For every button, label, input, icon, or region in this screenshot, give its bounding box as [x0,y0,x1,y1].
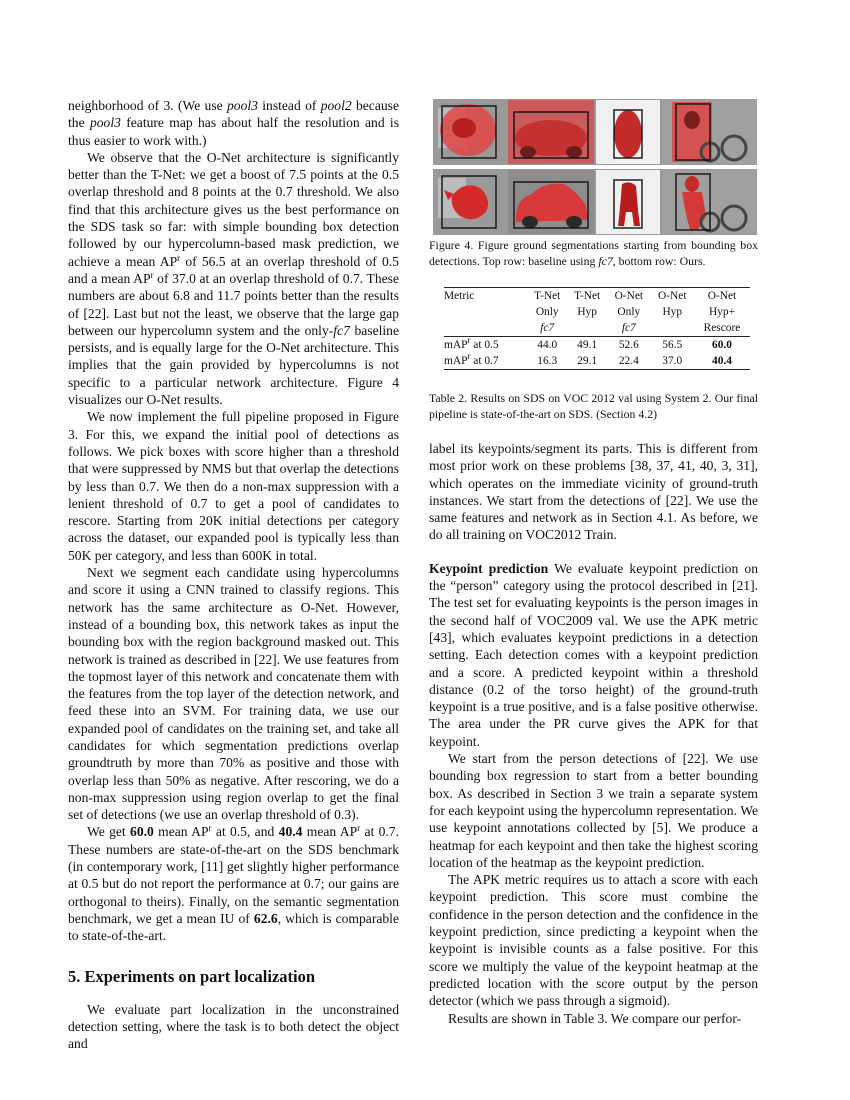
figure-4 [433,99,755,235]
table-header-cell: fc7 [540,322,555,334]
table-header-cell: Hyp+ [708,306,735,318]
table-header-row [444,304,750,320]
figure-thumb-bird-ours [433,169,507,235]
table-cell: 40.4 [694,353,750,370]
paragraph: Results are shown in Table 3. We compare our perfor- [448,1010,742,1026]
section-heading: 5. Experiments on part localization [68,966,316,986]
right-column [429,440,758,1027]
table-cell: 56.5 [651,337,694,354]
paragraph: Next we segment each candidate using hypercolumns and score it using a CNN trained to classify regions. This network has the same architecture as O-Net. However, instead of a bounding box, this network takes as input the bounding box with the region background masked out. This network is trained as described in [22]. We use features from the topmost layer of this network and concatenate them with the features from the top layer of the detection network, and feed these into an SVM. For training data, we use our expanded pool of candidates on the training set, and take all candidates for which segmentation predictions overlap groundtruth by more than 70% as positive and those with overlap less than 50% as negative. After rescoring, we do a non-max suppression using region overlap to get the final set of detections (we use an overlap threshold of 0.3). [68,565,399,823]
table-header-cell [567,320,607,337]
table-row [444,353,750,370]
table-cell: 22.4 [607,353,650,370]
table-header-cell: Rescore [703,322,741,334]
left-column [68,97,399,1052]
table-row-label: mAP$^r$ at 0.5 [444,337,527,354]
table-header-cell [651,320,694,337]
table-row [444,337,750,354]
paragraph: label its keypoints/segment its parts. This is different from most prior work on these problems [38, 37, 41, 40, 3, 31], which operates on the immediate vicinity of ground-truth instances. We start from the detections of [22]. We use the same features and network as in Section 4.1. As before, we do all training on VOC2012 Train. [429,441,758,543]
table-cell: 29.1 [567,353,607,370]
table-header-cell: O-Net [658,290,687,302]
figure-thumb-bird-baseline [433,99,507,165]
table-cell: 49.1 [567,337,607,354]
figure-thumb-car-baseline [507,99,595,165]
table-cell: 37.0 [651,353,694,370]
figure-caption: Figure 4. Figure ground segmentations starting from bounding box detections. Top row: baseline using fc7, bottom row: Ours. [429,238,758,268]
table-header-cell: Hyp [577,306,597,318]
table-cell: 44.0 [527,337,567,354]
figure-thumb-dog-baseline [595,99,661,165]
table-header-cell: O-Net [707,290,737,302]
figure-thumb-car-ours [507,169,595,235]
table-header-cell: fc7 [621,322,636,334]
table-header-cell: Metric [444,290,475,302]
table-cell: 52.6 [607,337,650,354]
table-cell: 60.0 [694,337,750,354]
paragraph: We evaluate part localization in the unconstrained detection setting, where the task is to both detect the object and [68,1001,399,1052]
table-header-cell: T-Net [574,290,601,302]
table-header-row [444,320,750,337]
table-header-cell: Hyp [662,306,683,318]
paragraph: We start from the person detections of [22]. We use bounding box regression to start from a better bounding box. As described in Section 3 we train a separate system for each keypoint using the hypercolumn representation. We use keypoint annotations collected by [5]. We produce a heatmap for each keypoint and then take the highest scoring location of the heatmap as the keypoint prediction. [429,751,758,870]
table-caption: Table 2. Results on SDS on VOC 2012 val using System 2. Our final pipeline is state-of-the-art on SDS. (Section 4.2) [429,391,758,421]
table-header-cell: Only [535,306,559,318]
table-cell: 16.3 [527,353,567,370]
table-header-cell: T-Net [534,290,561,302]
paragraph: neighborhood of 3. (We use pool3 instead of pool2 because the pool3 feature map has about half the resolution and is thus easier to work with.) [68,98,400,148]
paragraph: We get 60.0 mean $AP^r$ at 0.5, and 40.4 mean $AP^r$ at 0.7. These numbers are state-of-the-art on the SDS benchmark (in contemporary work, [11] get slightly higher performance at 0.5 but do not report the performance at 0.7; our gains are orthogonal to theirs). Finally, on the semantic segmentation benchmark, we get a mean IU of 62.6, which is comparable to state-of-the-art. [68,823,399,944]
run-in-heading: Keypoint prediction [429,560,549,576]
table-header-row [444,288,750,305]
table-header-cell: O-Net [614,290,644,302]
figure-thumb-motorbike-ours [661,169,757,235]
table-row-label: mAP$^r$ at 0.7 [444,353,527,370]
paragraph: The APK metric requires us to attach a score with each keypoint prediction. This score must combine the confidence in the person detection and the confidence in the keypoint prediction, since predicting a keypoint when the keypoint is invisible counts as a false positive. For this score we multiply the value of the keypoint heatmap at the predicted location with the score output by the person detector (which we pass through a sigmoid). [429,872,758,1009]
results-table [444,287,750,370]
table-header-cell: Only [617,306,641,318]
paragraph: We now implement the full pipeline proposed in Figure 3. For this, we expand the initial pool of detections as follows. We pick boxes with score higher than a threshold that were suppressed by NMS but that overlap the detections by less than 0.7. We then do a non-max suppression with a lenient threshold of 0.7 to get a pool of candidates to rescore. Starting from 20K initial detections per category across the dataset, our expanded pool is typically less than 50K per category, and less than 600K in total. [68,409,399,563]
figure-thumb-dog-ours [595,169,661,235]
figure-thumb-motorbike-baseline [661,99,757,165]
paragraph: We observe that the O-Net architecture is significantly better than the T-Net: we get a boost of 7.5 points at the 0.5 overlap threshold and 8 points at the 0.7 threshold. We also find that this architecture gives us the best performance on the SDS task so far: with simple bounding box detection followed by our hypercolumn-based mask prediction, we achieve a mean $AP^r$ of 56.5 at an overlap threshold of 0.5 and a mean $AP^r$ of 37.0 at an overlap threshold of 0.7. These numbers are about 6.8 and 11.7 points better than the results of [22]. Last but not the least, we observe that the large gap between our hypercolumn system and the only-fc7 baseline persists, and is equally large for the O-Net architecture. This implies that the gain provided by hypercolumns is not specific to a particular network architecture. Figure 4 visualizes our O-Net results. [68,149,400,408]
paragraph: Keypoint prediction We evaluate keypoint prediction on the “person” category using the protocol described in [21]. The test set for evaluating keypoints is the person images in the second half of VOC2009 val. We use the APK metric [43], which evaluates keypoint predictions in a detection setting. Each detection comes with a keypoint prediction and a score. A predicted keypoint within a threshold distance (0.2 of the torso height) of the ground-truth keypoint is a true positive, and is a false positive otherwise. The area under the PR curve gives the APK for that keypoint. [429,560,758,749]
